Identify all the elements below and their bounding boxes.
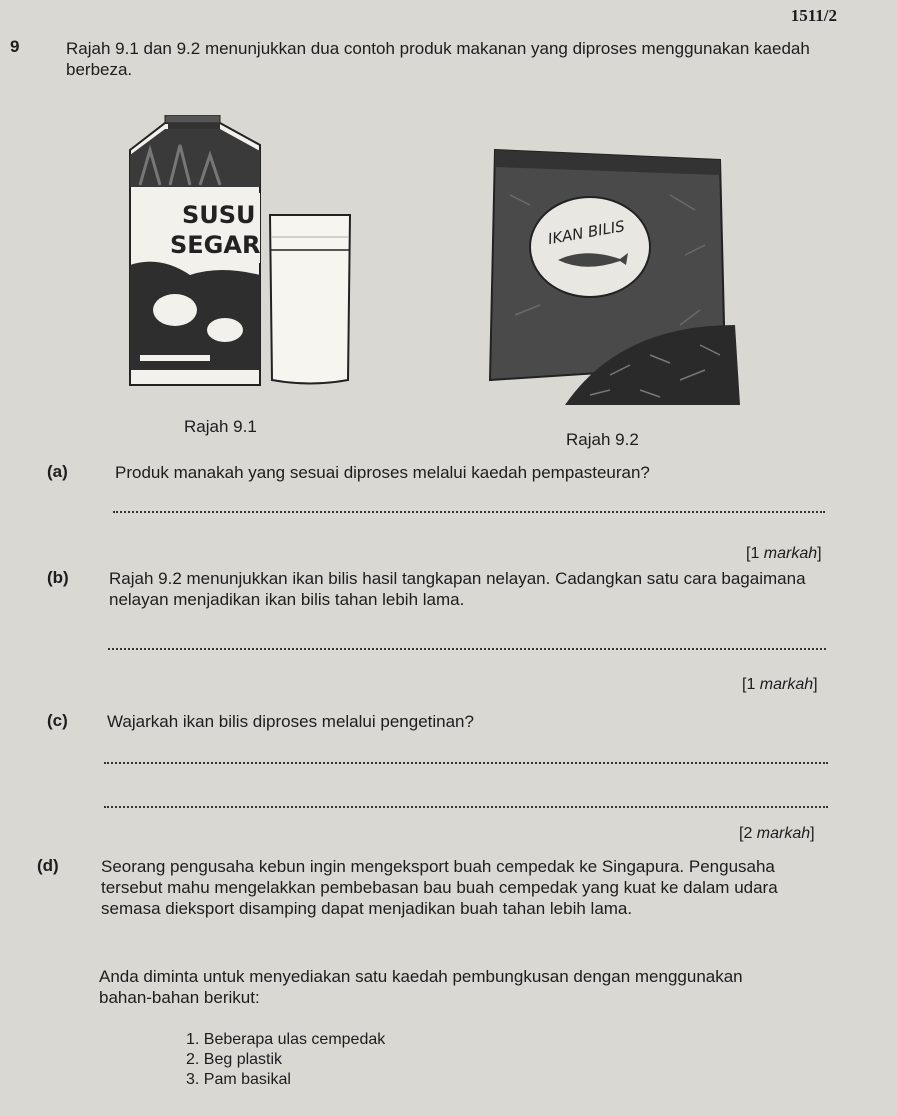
answer-line[interactable]	[104, 762, 828, 764]
carton-text-line2: SEGAR	[170, 231, 261, 259]
part-c-label: (c)	[47, 711, 68, 730]
figure-9-2-caption: Rajah 9.2	[566, 430, 639, 449]
part-d-task: Anda diminta untuk menyediakan satu kaedah pembungkusan dengan menggunakan bahan-bahan berikut:	[99, 967, 743, 1007]
part-a-label: (a)	[47, 462, 68, 481]
paper-code: 1511/2	[790, 6, 837, 25]
part-b-label: (b)	[47, 568, 69, 587]
figure-9-1-caption: Rajah 9.1	[184, 417, 257, 436]
material-item: 2. Beg plastik	[186, 1051, 283, 1068]
part-c-question: Wajarkah ikan bilis diproses melalui pengetinan?	[107, 712, 474, 731]
answer-line[interactable]	[113, 511, 825, 513]
question-intro: Rajah 9.1 dan 9.2 menunjukkan dua contoh produk makanan yang diproses menggunakan kaedah berbeza.	[66, 39, 810, 79]
material-item: 3. Pam basikal	[186, 1071, 291, 1088]
part-a-marks: [1 markah]	[746, 545, 822, 562]
bag-label: IKAN BILIS	[546, 217, 627, 249]
part-d-scenario: Seorang pengusaha kebun ingin mengeksport buah cempedak ke Singapura. Pengusaha tersebut mahu mengelakkan pembebasan bau buah cempedak yang kuat ke dalam udara semasa dieksport disamping dapat menjadikan buah tahan lebih lama.	[101, 857, 778, 918]
part-b-question: Rajah 9.2 menunjukkan ikan bilis hasil tangkapan nelayan. Cadangkan satu cara bagaimana nelayan menjadikan ikan bilis tahan lebih lama.	[109, 569, 806, 609]
figure-anchovy-bag	[470, 135, 745, 415]
figure-milk-carton	[120, 115, 370, 395]
question-number: 9	[10, 37, 20, 56]
carton-text-line1: SUSU	[182, 201, 256, 229]
part-a-question: Produk manakah yang sesuai diproses melalui kaedah pempasteuran?	[115, 463, 650, 482]
material-item: 1. Beberapa ulas cempedak	[186, 1031, 386, 1048]
part-c-marks: [2 markah]	[739, 825, 815, 842]
answer-line[interactable]	[104, 806, 828, 808]
part-d-label: (d)	[37, 856, 59, 875]
answer-line[interactable]	[108, 648, 826, 650]
part-b-marks: [1 markah]	[742, 676, 818, 693]
